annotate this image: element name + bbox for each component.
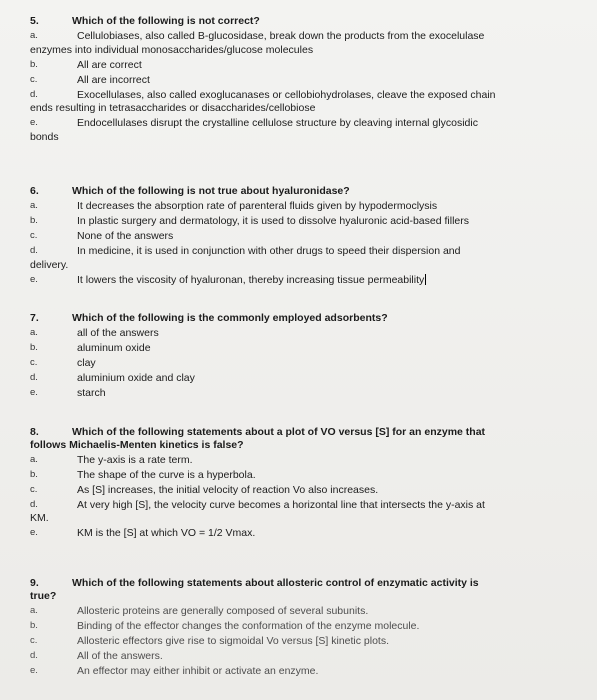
option-d[interactable]	[30, 650, 585, 663]
option-continuation: delivery.	[30, 258, 69, 271]
option-letter: e.	[30, 117, 38, 129]
option-text: The shape of the curve is a hyperbola.	[77, 468, 256, 481]
option-text: All are incorrect	[77, 73, 150, 86]
question-number: 9.	[30, 577, 39, 589]
option-a[interactable]	[30, 30, 585, 43]
option-d[interactable]	[30, 89, 585, 102]
option-letter: d.	[30, 371, 38, 383]
option-letter: b.	[30, 214, 38, 226]
option-text: As [S] increases, the initial velocity of reaction Vo also increases.	[77, 483, 379, 496]
option-text: It decreases the absorption rate of parenteral fluids given by hypodermoclysis	[77, 199, 438, 212]
option-letter: b.	[30, 468, 38, 480]
option-continuation: KM.	[30, 512, 49, 525]
option-letter: a.	[30, 326, 38, 338]
question-5	[30, 15, 585, 143]
question-text: Which of the following is not true about hyaluronidase?	[72, 185, 350, 197]
option-letter: e.	[30, 273, 38, 285]
option-a[interactable]	[30, 327, 585, 340]
question-number: 5.	[30, 15, 39, 27]
option-text: In medicine, it is used in conjunction with other drugs to speed their dispersion and	[77, 244, 461, 257]
option-text: Endocellulases disrupt the crystalline cellulose structure by cleaving internal glycosidic	[77, 117, 478, 130]
option-e[interactable]	[30, 527, 585, 540]
question-number: 8.	[30, 426, 39, 438]
question-9	[30, 577, 585, 677]
option-text: clay	[77, 356, 96, 369]
option-letter: c.	[30, 229, 38, 241]
option-text: all of the answers	[77, 326, 159, 339]
question-text: Which of the following statements about a plot of VO versus [S] for an enzyme that	[72, 426, 486, 438]
option-letter: c.	[30, 483, 38, 495]
option-b[interactable]	[30, 620, 585, 633]
option-e[interactable]	[30, 387, 585, 400]
option-letter: d.	[30, 88, 38, 100]
option-d[interactable]	[30, 372, 585, 385]
option-letter: c.	[30, 634, 38, 646]
option-letter: b.	[30, 341, 38, 353]
option-text: Cellulobiases, also called B-glucosidase, break down the products from the exocelulase	[77, 29, 485, 42]
text-cursor	[425, 274, 426, 285]
option-a[interactable]	[30, 200, 585, 213]
question-text: Which of the following is not correct?	[72, 15, 260, 27]
option-a[interactable]	[30, 454, 585, 467]
option-b[interactable]	[30, 342, 585, 355]
option-text: Allosteric proteins are generally composed of several subunits.	[77, 604, 369, 617]
option-text: Exocellulases, also called exoglucanases or cellobiohydrolases, cleave the exposed chain	[77, 88, 496, 101]
option-letter: e.	[30, 664, 38, 676]
question-7	[30, 312, 585, 400]
option-text: In plastic surgery and dermatology, it is used to dissolve hyaluronic acid-based fillers	[77, 214, 469, 227]
option-letter: b.	[30, 58, 38, 70]
option-text: Allosteric effectors give rise to sigmoidal Vo versus [S] kinetic plots.	[77, 634, 390, 647]
option-letter: d.	[30, 244, 38, 256]
option-continuation: enzymes into individual monosaccharides/glucose molecules	[30, 43, 314, 56]
option-text: starch	[77, 386, 106, 399]
option-continuation: bonds	[30, 130, 59, 143]
question-text: Which of the following is the commonly employed adsorbents?	[72, 312, 388, 324]
question-text-continuation: true?	[30, 589, 57, 602]
option-c[interactable]	[30, 635, 585, 648]
question-6	[30, 185, 585, 286]
option-continuation: ends resulting in tetrasaccharides or disaccharides/cellobiose	[30, 102, 316, 115]
option-text: An effector may either inhibit or activate an enzyme.	[77, 664, 319, 677]
option-letter: e.	[30, 527, 38, 539]
question-number: 7.	[30, 312, 39, 324]
option-text: At very high [S], the velocity curve becomes a horizontal line that intersects the y-axis at	[77, 498, 485, 511]
option-text: All of the answers.	[77, 649, 163, 662]
option-c[interactable]	[30, 484, 585, 497]
option-text: It lowers the viscosity of hyaluronan, thereby increasing tissue permeability	[77, 273, 425, 286]
option-letter: a.	[30, 453, 38, 465]
option-text: None of the answers	[77, 229, 174, 242]
option-e[interactable]	[30, 117, 585, 130]
option-letter: a.	[30, 604, 38, 616]
option-text: aluminium oxide and clay	[77, 371, 195, 384]
option-text: The y-axis is a rate term.	[77, 453, 193, 466]
option-text: Binding of the effector changes the conformation of the enzyme molecule.	[77, 619, 420, 632]
option-letter: d.	[30, 649, 38, 661]
option-letter: c.	[30, 73, 38, 85]
question-text-continuation: follows Michaelis-Menten kinetics is false?	[30, 438, 244, 451]
option-e[interactable]	[30, 665, 585, 678]
option-c[interactable]	[30, 74, 585, 87]
option-text: KM is the [S] at which VO = 1/2 Vmax.	[77, 527, 256, 540]
option-letter: b.	[30, 619, 38, 631]
question-text: Which of the following statements about allosteric control of enzymatic activity is	[72, 577, 479, 589]
option-letter: e.	[30, 386, 38, 398]
option-text: aluminum oxide	[77, 341, 151, 354]
option-letter: c.	[30, 356, 38, 368]
question-number: 6.	[30, 185, 39, 197]
option-a[interactable]	[30, 605, 585, 618]
option-b[interactable]	[30, 215, 585, 228]
option-b[interactable]	[30, 59, 585, 72]
question-8	[30, 426, 585, 540]
option-d[interactable]	[30, 245, 585, 258]
option-d[interactable]	[30, 499, 585, 512]
option-e[interactable]	[30, 274, 585, 287]
option-b[interactable]	[30, 469, 585, 482]
option-c[interactable]	[30, 357, 585, 370]
option-letter: a.	[30, 199, 38, 211]
option-letter: a.	[30, 29, 38, 41]
option-text: All are correct	[77, 58, 142, 71]
option-c[interactable]	[30, 230, 585, 243]
option-letter: d.	[30, 498, 38, 510]
